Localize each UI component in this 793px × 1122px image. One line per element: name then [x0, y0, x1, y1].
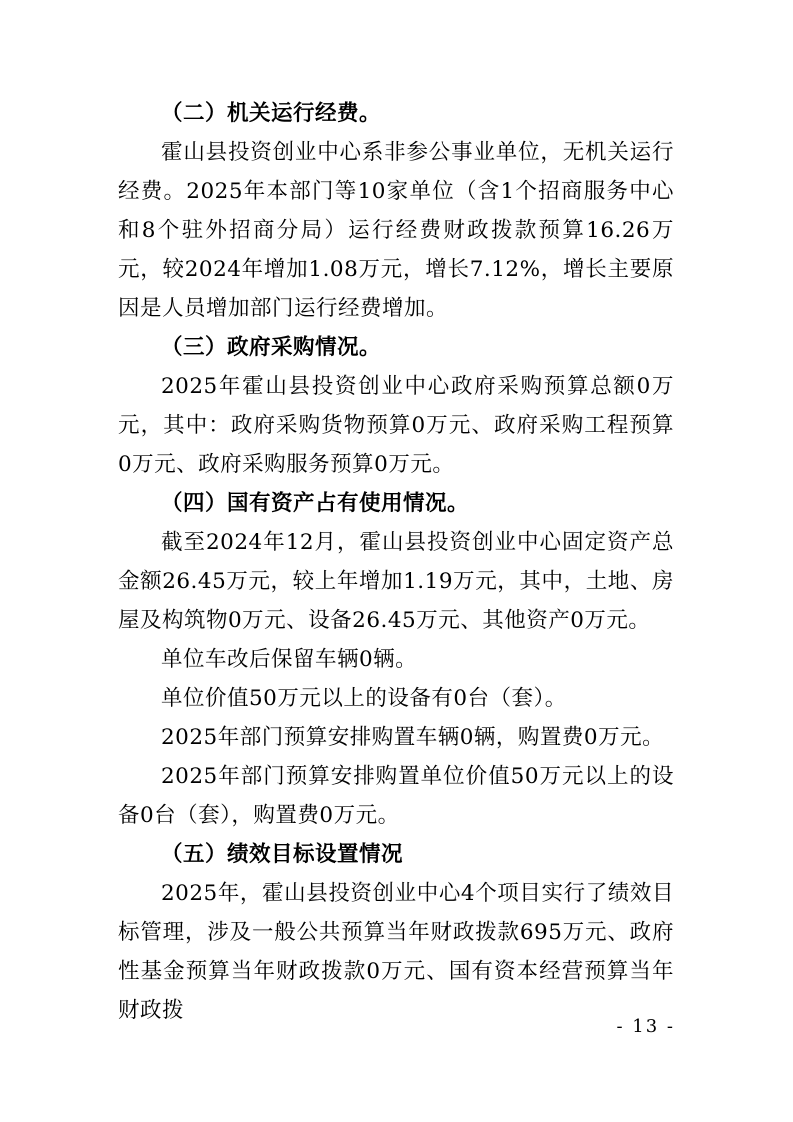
- paragraph-performance-targets: 2025年，霍山县投资创业中心4个项目实行了绩效目标管理，涉及一般公共预算当年财政拨款695万元、政府性基金预算当年财政拨款0万元、国有资本经营预算当年财政拨: [118, 881, 674, 1023]
- section-heading-2: （二）机关运行经费。: [161, 101, 382, 126]
- paragraph-vehicles-retained: 单位车改后保留车辆0辆。: [161, 647, 418, 672]
- paragraph-operating-expenses: 霍山县投资创业中心系非参公事业单位，无机关运行经费。2025年本部门等10家单位（含1个招商服务中心和8个驻外招商分局）运行经费财政拨款预算16.26万元，较2024年增加1.08万元，增长7.12%，增长主要原因是人员增加部门运行经费增加。: [118, 140, 674, 321]
- section-heading-3: （三）政府采购情况。: [161, 335, 382, 360]
- paragraph-vehicle-purchase: 2025年部门预算安排购置车辆0辆，购置费0万元。: [161, 725, 665, 750]
- document-body: [118, 94, 674, 1030]
- paragraph-equipment-purchase: 2025年部门预算安排购置单位价值50万元以上的设备0台（套），购置费0万元。: [118, 764, 674, 828]
- paragraph-equipment-count: 单位价值50万元以上的设备有0台（套）。: [161, 686, 567, 711]
- paragraph-fixed-assets: 截至2024年12月，霍山县投资创业中心固定资产总金额26.45万元，较上年增加1.19万元，其中，土地、房屋及构筑物0万元、设备26.45万元、其他资产0万元。: [118, 530, 674, 633]
- section-heading-5: （五）绩效目标设置情况: [161, 842, 404, 867]
- section-heading-4: （四）国有资产占有使用情况。: [161, 491, 470, 516]
- paragraph-procurement: 2025年霍山县投资创业中心政府采购预算总额0万元，其中：政府采购货物预算0万元、政府采购工程预算0万元、政府采购服务预算0万元。: [118, 374, 674, 477]
- page-number: - 13 -: [616, 1016, 675, 1037]
